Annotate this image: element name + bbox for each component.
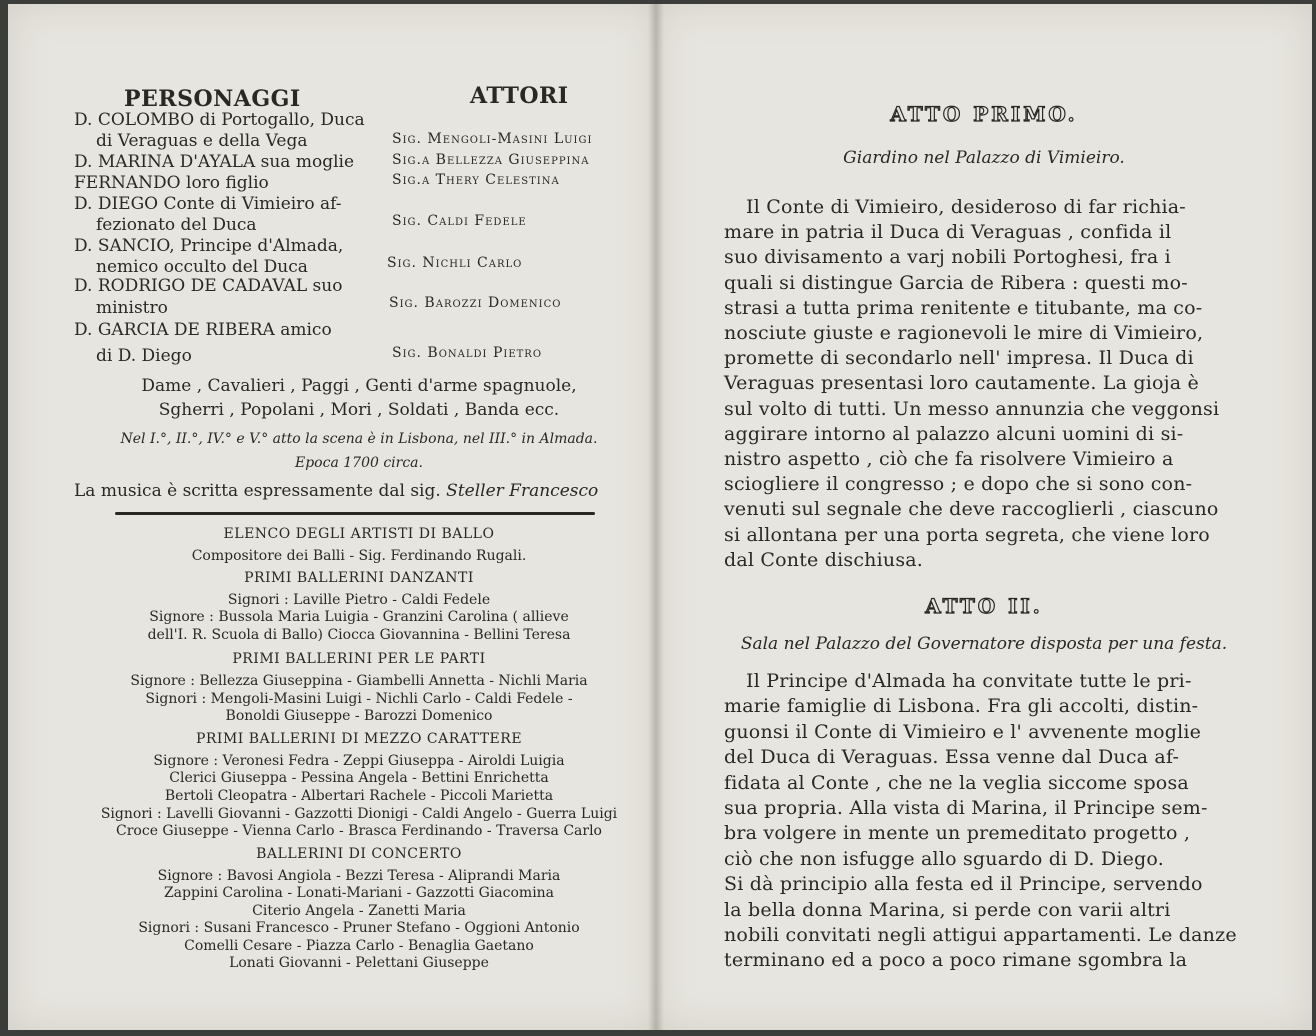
text-line: aggirare intorno al palazzo alcuni uomini di si- (724, 422, 1184, 445)
text-line: la bella donna Marina, si perde con varii altri (724, 898, 1171, 921)
dancers-line: Signore : Veronesi Fedra - Zeppi Giuseppa - Airoldi Luigia (153, 753, 565, 769)
text-line: fidata al Conte , che ne la veglia siccome sposa (724, 771, 1189, 794)
cast-character-cont: ministro (96, 298, 168, 318)
text-line: si allontana per una porta segreta, che viene loro (724, 523, 1210, 546)
dancers-line: Signori : Lavelli Giovanni - Gazzotti Dionigi - Caldi Angelo - Guerra Luigi (100, 806, 618, 822)
text-line: Il Conte di Vimieiro, desideroso di far richia- (746, 196, 1186, 218)
cast-character: D. MARINA D'AYALA sua moglie (74, 152, 355, 172)
cast-character: FERNANDO loro figlio (74, 173, 269, 193)
cast-actor: Sig. Caldi Fedele (392, 213, 527, 229)
dancers-line: Signore : Bavosi Angiola - Bezzi Teresa - Aliprandi Maria (157, 868, 561, 884)
section-concerto: BALLERINI DI CONCERTO (256, 846, 462, 862)
text-line: sciogliere il congresso ; e dopo che si sono con- (724, 473, 1193, 496)
cast-character-cont: fezionato del Duca (96, 215, 257, 235)
text-line: Veraguas presentasi loro cautamente. La gioja è (724, 372, 1199, 395)
cast-actor: Sig. Nichli Carlo (387, 255, 523, 271)
epoca-note: Epoca 1700 circa. (295, 455, 423, 471)
dancers-line: Signori : Laville Pietro - Caldi Fedele (227, 592, 491, 608)
section-primi-parti: PRIMI BALLERINI PER LE PARTI (232, 651, 486, 667)
dancers-line: Zappini Carolina - Lonati-Mariani - Gazzotti Giacomina (163, 885, 555, 901)
dancers-line: Signore : Bellezza Giuseppina - Giambelli Annetta - Nichli Maria (130, 673, 588, 689)
personaggi-heading: PERSONAGGI (124, 86, 301, 112)
ballo-compositore: Compositore dei Balli - Sig. Ferdinando Rugali. (191, 548, 527, 564)
text-line: guonsi il Conte di Vimieiro e l' avvenente moglie (724, 720, 1202, 743)
attori-heading: ATTORI (470, 83, 569, 109)
cast-actor: Sig. Barozzi Domenico (389, 295, 562, 311)
text-line: suo divisamento a varj nobili Portoghesi, fra i (724, 246, 1171, 269)
cast-actor: Sig.a Thery Celestina (392, 172, 560, 188)
cast-character: D. SANCIO, Principe d'Almada, (74, 236, 344, 256)
section-primi-danzanti: PRIMI BALLERINI DANZANTI (244, 570, 474, 586)
dancers-line: Citerio Angela - Zanetti Maria (252, 903, 466, 919)
scene-note: Nel I.°, II.°, IV.° e V.° atto la scena è in Lisbona, nel III.° in Almada. (120, 431, 598, 447)
text-line: promette di secondarlo nell' impresa. Il Duca di (724, 347, 1194, 370)
text-line: sul volto di tutti. Un messo annunzia che veggonsi (724, 397, 1220, 420)
text-line: nobili convitati negli attigui appartamenti. Le danze (724, 924, 1237, 946)
text-line: marie famiglie di Lisbona. Fra gli accolti, distin- (724, 695, 1199, 718)
text-line: bra volgere in mente un premeditato progetto , (724, 822, 1191, 845)
act-two-setting: Sala nel Palazzo del Governatore disposta per una festa. (740, 634, 1228, 654)
dancers-line: dell'I. R. Scuola di Ballo) Ciocca Giovannina - Bellini Teresa (147, 627, 571, 643)
text-line: del Duca di Veraguas. Essa venne dal Duca af- (724, 746, 1180, 769)
dancers-line: Signori : Mengoli-Masini Luigi - Nichli Carlo - Caldi Fedele - (145, 691, 573, 707)
cast-actor: Sig. Bonaldi Pietro (392, 345, 543, 361)
act-one-setting: Giardino nel Palazzo di Vimieiro. (843, 148, 1125, 168)
text-line: terminano ed a poco a poco rimane sgombra la (724, 949, 1188, 972)
cast-character-cont: di D. Diego (96, 346, 192, 366)
act-one-heading: ATTO PRIMO. (890, 102, 1078, 126)
cast-character: D. DIEGO Conte di Vimieiro af- (74, 194, 342, 214)
cast-character: D. RODRIGO DE CADAVAL suo (74, 276, 343, 296)
ballo-title: ELENCO DEGLI ARTISTI DI BALLO (223, 526, 495, 542)
music-text: La musica è scritta espressamente dal sig. (74, 481, 441, 501)
dancers-line: Clerici Giuseppa - Pessina Angela - Bettini Enrichetta (169, 770, 549, 786)
cast-character-cont: di Veraguas e della Vega (96, 131, 308, 151)
dancers-line: Signori : Susani Francesco - Pruner Stefano - Oggioni Antonio (138, 920, 580, 936)
text-line: ciò che non isfugge allo sguardo di D. Diego. (724, 847, 1164, 870)
extras-line: Dame , Cavalieri , Paggi , Genti d'arme spagnuole, (141, 376, 577, 396)
text-line: quali si distingue Garcia de Ribera : questi mo- (724, 271, 1188, 294)
text-line: venuti sul segnale che deve raccoglierli , ciascuno (724, 498, 1219, 521)
cast-actor: Sig. Mengoli-Masini Luigi (392, 131, 593, 147)
cast-character: D. COLOMBO di Portogallo, Duca (74, 110, 365, 130)
text-line: mare in patria il Duca di Veraguas , confida il (724, 221, 1172, 244)
text-line: Si dà principio alla festa ed il Principe, servendo (724, 873, 1203, 896)
text-line: Il Principe d'Almada ha convitate tutte le pri- (746, 670, 1192, 692)
dancers-line: Comelli Cesare - Piazza Carlo - Benaglia Gaetano (184, 938, 534, 954)
dancers-line: Lonati Giovanni - Pelettani Giuseppe (229, 955, 489, 971)
dancers-line: Croce Giuseppe - Vienna Carlo - Brasca Ferdinando - Traversa Carlo (116, 823, 602, 839)
section-divider (115, 512, 595, 515)
section-primi-mezzo: PRIMI BALLERINI DI MEZZO CARATTERE (195, 731, 523, 747)
composer-name: Steller Francesco (446, 481, 599, 501)
extras-line: Sgherri , Popolani , Mori , Soldati , Banda ecc. (158, 400, 560, 420)
text-line: nosciute giuste e ragionevoli le mire di Vimieiro, (724, 322, 1204, 344)
book-gutter (648, 4, 664, 1030)
cast-actor: Sig.a Bellezza Giuseppina (392, 152, 590, 168)
dancers-line: Bertoli Cleopatra - Albertari Rachele - Piccoli Marietta (164, 788, 554, 804)
text-line: nistro aspetto , ciò che fa risolvere Vimieiro a (724, 448, 1174, 470)
dancers-line: Bonoldi Giuseppe - Barozzi Domenico (225, 708, 493, 724)
cast-character: D. GARCIA DE RIBERA amico (74, 320, 332, 340)
dancers-line: Signore : Bussola Maria Luigia - Granzini Carolina ( allieve (149, 609, 569, 625)
music-credit (74, 481, 598, 501)
text-line: dal Conte dischiusa. (724, 548, 924, 571)
cast-character-cont: nemico occulto del Duca (96, 257, 308, 277)
act-two-heading: ATTO II. (925, 594, 1043, 618)
text-line: strasi a tutta prima renitente e titubante, ma co- (724, 296, 1203, 319)
text-line: sua propria. Alla vista di Marina, il Principe sem- (724, 797, 1208, 819)
